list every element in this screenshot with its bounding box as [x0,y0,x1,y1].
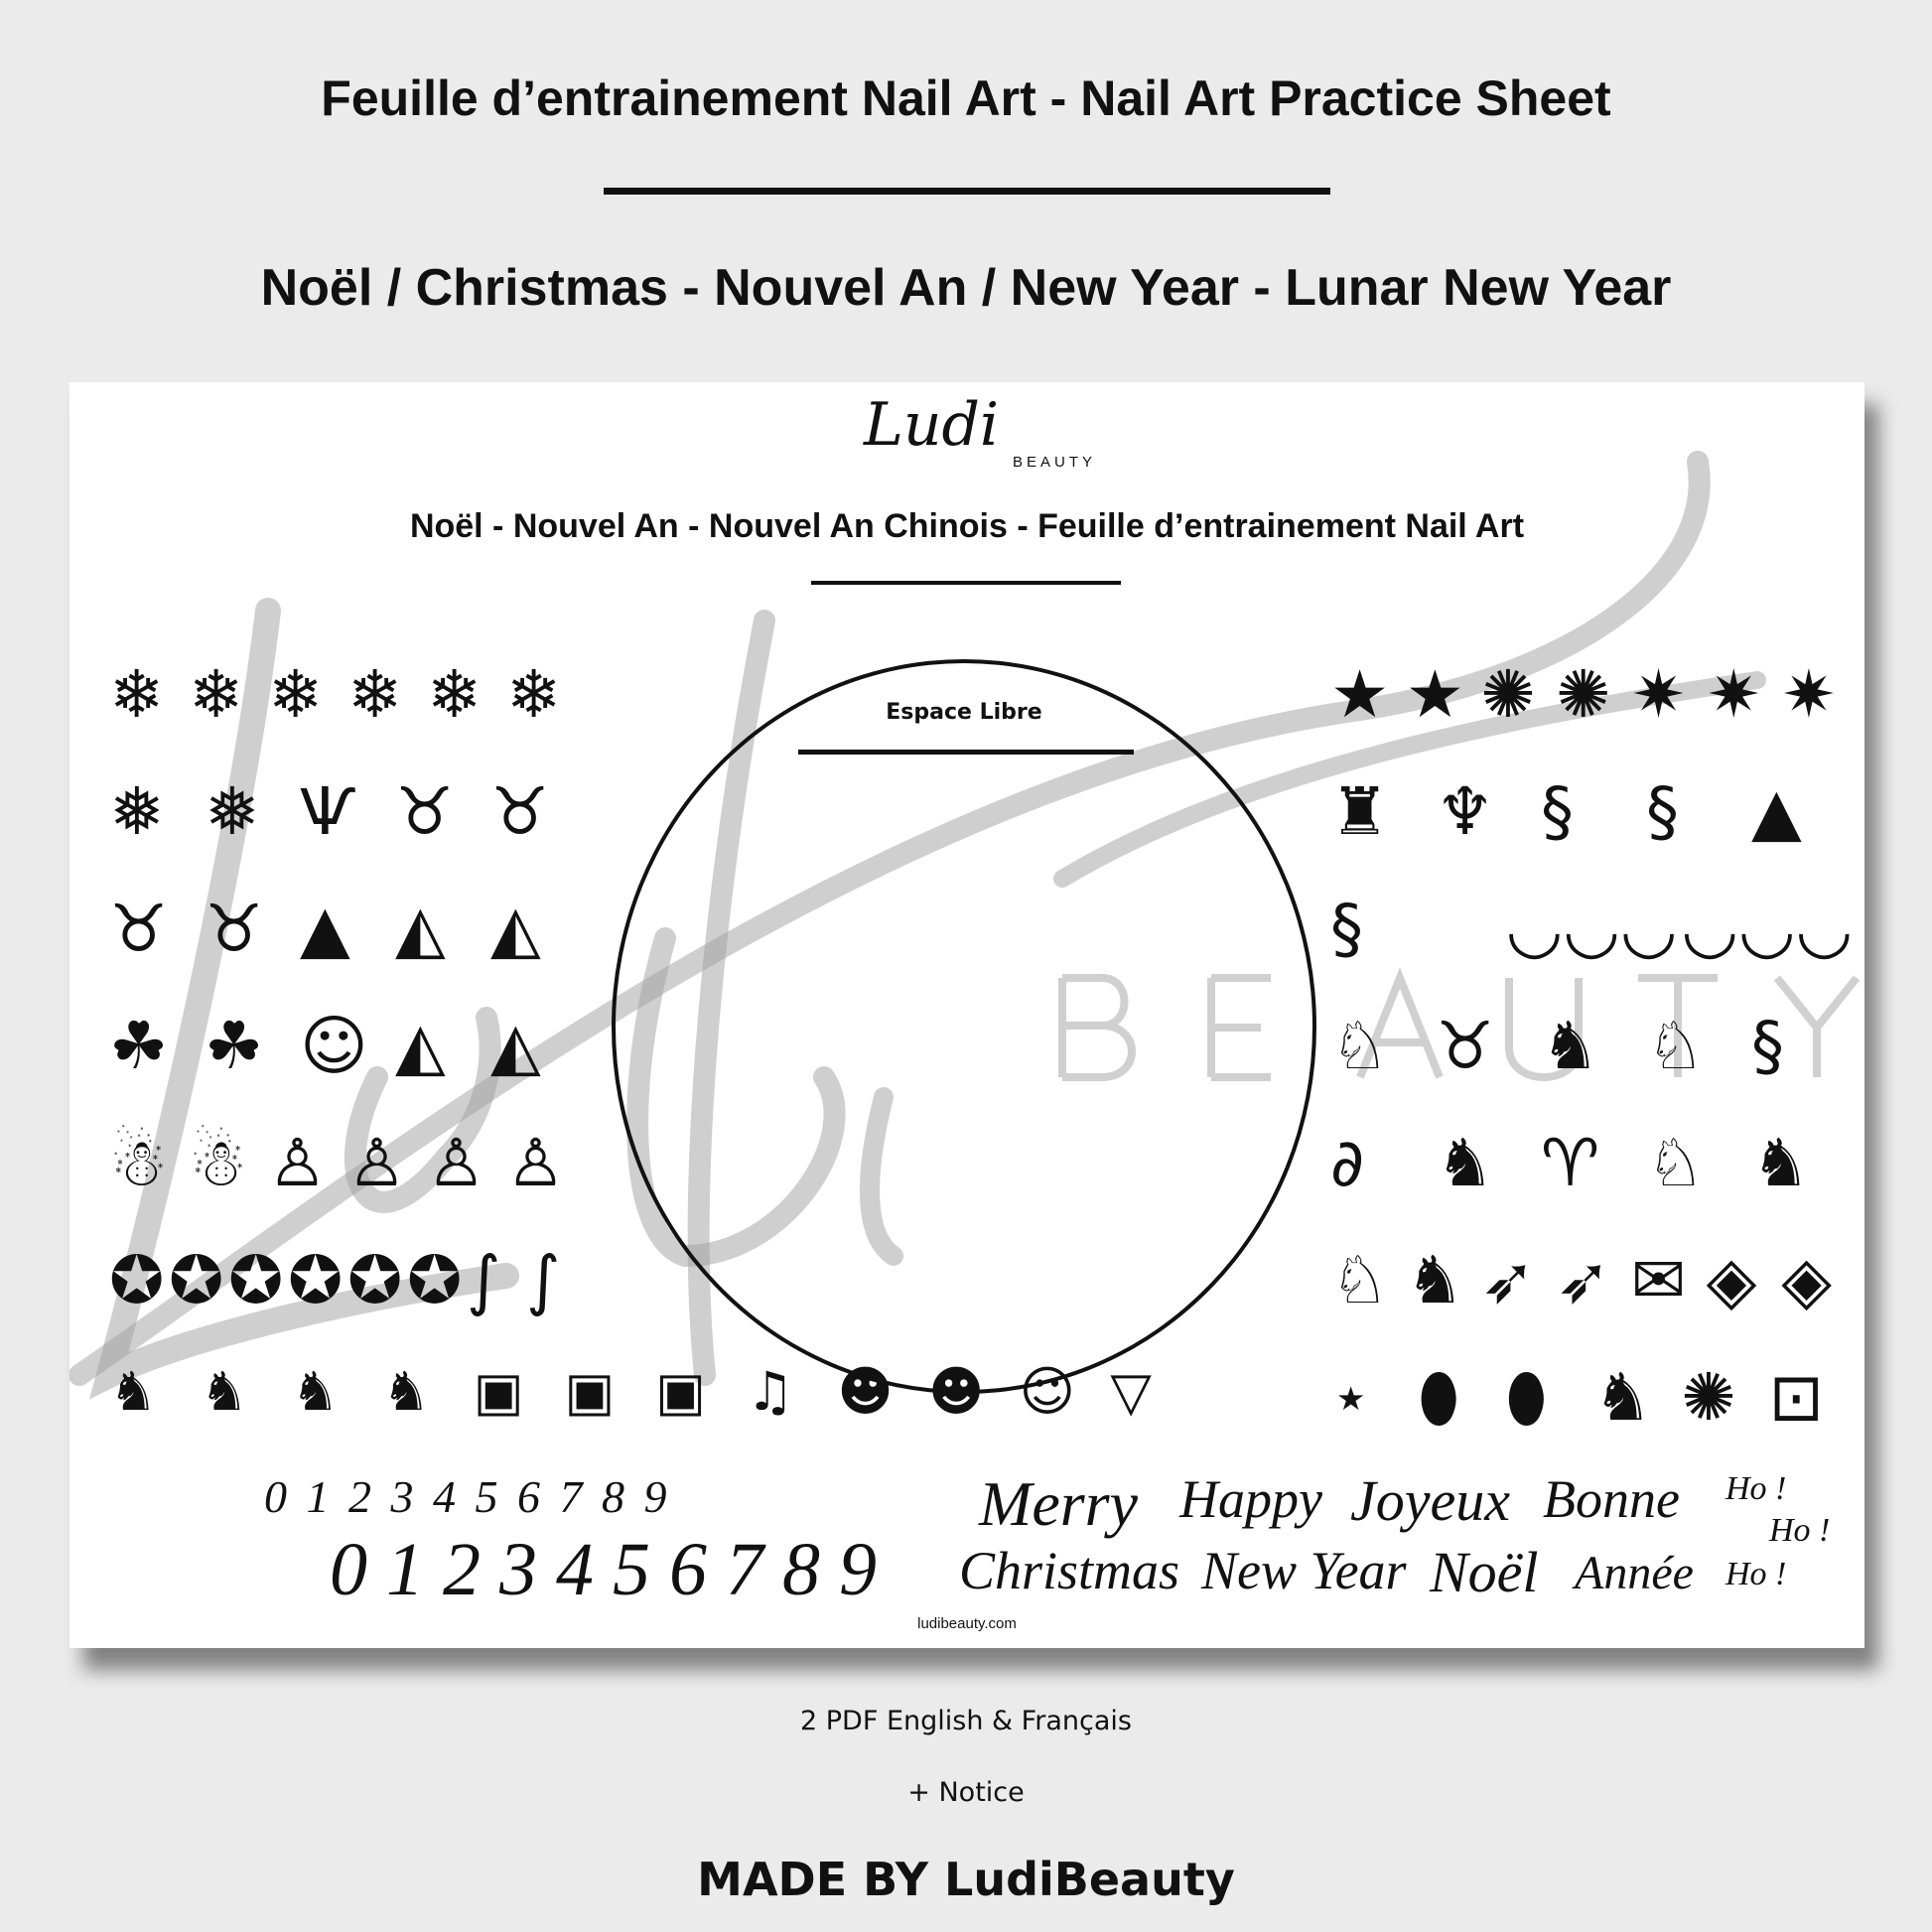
gift-icon: ▣ [473,1360,524,1423]
firework-icon: ✺ [1681,1359,1736,1436]
ornament-icon: ✪ [347,1242,403,1318]
gift-icon: ▣ [655,1360,707,1423]
party-popper-icon: ✷ [1630,656,1687,733]
santa-hat-icon: ◭ [490,891,541,967]
reindeer-antlers-icon: Ѱ [300,773,356,850]
snowflake-outline-icon: ❅ [205,773,260,850]
made-by: MADE BY LudiBeauty [697,1853,1235,1906]
rat-icon: ♘ [1330,1008,1390,1084]
gingerbread-icon: ♙ [427,1125,486,1201]
divider [811,581,1121,585]
candy-cane-icon: ∫ [526,1242,561,1318]
horse-icon: ♞ [1436,1125,1495,1201]
stocking-icon: ♞ [200,1360,249,1423]
string-lights-icon: ◡◡◡ [1681,891,1854,967]
star-icon: ★ [1330,656,1390,733]
website: ludibeauty.com [917,1615,1017,1632]
logo [864,392,1102,501]
practice-sheet [69,382,1864,1648]
snake-icon: ∂ [1330,1125,1365,1201]
santa-face-icon: ☺ [300,1008,368,1084]
santa-hat-icon: ◭ [395,1008,446,1084]
red-envelope-icon: ✉ [1630,1242,1687,1318]
phrase-happy: Happy [1179,1469,1322,1529]
format-note: 2 PDF English & Français [800,1706,1132,1736]
ornament-icon: ✪ [407,1242,463,1318]
stocking-icon: ♞ [382,1360,431,1423]
notice-note: + Notice [907,1777,1025,1808]
lion-dance-icon: ♞ [1593,1359,1653,1436]
ornament-icon: ✪ [169,1242,224,1318]
santa-hat-icon: ◭ [490,1008,541,1084]
party-hat-icon: ▲ [1751,773,1802,850]
snowflake-icon: ❄ [109,656,165,733]
star-garland-icon: ⋆ [1330,1359,1372,1436]
main-title: Feuille d’entrainement Nail Art - Nail Art Practice Sheet [321,70,1611,126]
rabbit-icon: ♘ [1646,1008,1706,1084]
lantern-icon: ⬮ [1418,1359,1459,1436]
lantern-icon: ⬮ [1505,1359,1548,1436]
firework-icon: ✺ [1480,656,1536,733]
rocket-icon: ➶ [1480,1242,1536,1318]
gingerbread-icon: ♙ [506,1125,566,1201]
coin-icon: ⊡ [1768,1359,1824,1436]
string-lights-icon: ◡◡◡ [1505,891,1678,967]
grinch-icon: ☻ [837,1360,894,1423]
divider [604,188,1330,195]
toast-icon: ♆ [1436,773,1495,850]
tiger-icon: ♞ [1541,1008,1600,1084]
santa-hat-icon: ◭ [395,891,446,967]
phrase-bonne: Bonne [1543,1469,1680,1529]
ornament-icon: ✪ [228,1242,284,1318]
firecracker-icon: ◈ [1781,1242,1833,1318]
reindeer-face-icon: ♉ [395,773,455,850]
bells-icon: ♫ [746,1360,795,1423]
logo-script: Ludi [864,390,1000,460]
divider [798,750,1134,755]
rocket-icon: ➶ [1556,1242,1611,1318]
gift-icon: ▣ [564,1360,616,1423]
phrase-noel: Noël [1430,1540,1539,1604]
holly-icon: ☘ [205,1008,264,1084]
phrase-ho-3: Ho ! [1725,1556,1787,1592]
digits-small: 0 1 2 3 4 5 6 7 8 9 [264,1471,671,1522]
snowman-icon: ☃ [189,1125,248,1201]
party-popper-icon: ✷ [1781,656,1837,733]
holly-icon: ☘ [109,1008,169,1084]
snowflake-outline-icon: ❅ [109,773,165,850]
digits-large: 0 1 2 3 4 5 6 7 8 9 [330,1528,877,1611]
confetti-icon: § [1541,773,1574,850]
party-popper-icon: ✷ [1706,656,1761,733]
firework-icon: ✺ [1556,656,1611,733]
firecracker-icon: ◈ [1706,1242,1757,1318]
reindeer-face-icon: ♉ [109,891,169,967]
phrase-annee: Année [1575,1547,1694,1599]
free-space-circle [612,659,1316,1394]
confetti-icon: § [1330,891,1363,967]
ornament-icon: ✪ [109,1242,165,1318]
phrase-merry: Merry [979,1468,1138,1539]
stocking-icon: ♞ [291,1360,340,1423]
confetti-icon: § [1646,773,1679,850]
snowflake-icon: ❄ [268,656,324,733]
champagne-icon: ♜ [1330,773,1390,850]
snowflake-icon: ❄ [347,656,403,733]
reindeer-face-icon: ♉ [490,773,550,850]
mouse-santa-icon: ☻ [928,1360,985,1423]
logo-word: BEAUTY [1013,454,1097,471]
phrase-christmas: Christmas [959,1541,1180,1600]
phrase-joyeux: Joyeux [1350,1468,1510,1533]
star-icon: ★ [1405,656,1464,733]
monkey-icon: ♘ [1646,1125,1706,1201]
subtitle: Noël / Christmas - Nouvel An / New Year - Lunar New Year [260,259,1672,317]
snowflake-icon: ❄ [506,656,562,733]
gingerbread-icon: ♙ [268,1125,328,1201]
bunting-icon: ▽ [1110,1360,1152,1423]
ornament-icon: ✪ [288,1242,344,1318]
gingerbread-icon: ♙ [347,1125,407,1201]
sheet-heading: Noël - Nouvel An - Nouvel An Chinois - Feuille d’entrainement Nail Art [409,507,1525,545]
party-emoji-icon: ☺ [1019,1360,1075,1423]
snowman-icon: ☃ [109,1125,169,1201]
dragon-icon: § [1751,1008,1784,1084]
goat-icon: ♈ [1541,1125,1600,1201]
phrase-new-year: New Year [1201,1541,1407,1600]
pig-icon: ♞ [1405,1242,1464,1318]
snowflake-icon: ❄ [189,656,244,733]
reindeer-face-icon: ♉ [205,891,264,967]
candy-cane-icon: ∫ [467,1242,501,1318]
snowflake-icon: ❄ [427,656,483,733]
ox-icon: ♉ [1436,1008,1495,1084]
phrase-ho-1: Ho ! [1725,1470,1787,1507]
stocking-icon: ♞ [109,1360,158,1423]
free-space-label: Espace Libre [886,700,1042,725]
rooster-icon: ♞ [1751,1125,1811,1201]
christmas-tree-icon: ▲ [300,891,350,967]
phrase-ho-2: Ho ! [1769,1512,1831,1549]
dog-icon: ♘ [1330,1242,1390,1318]
